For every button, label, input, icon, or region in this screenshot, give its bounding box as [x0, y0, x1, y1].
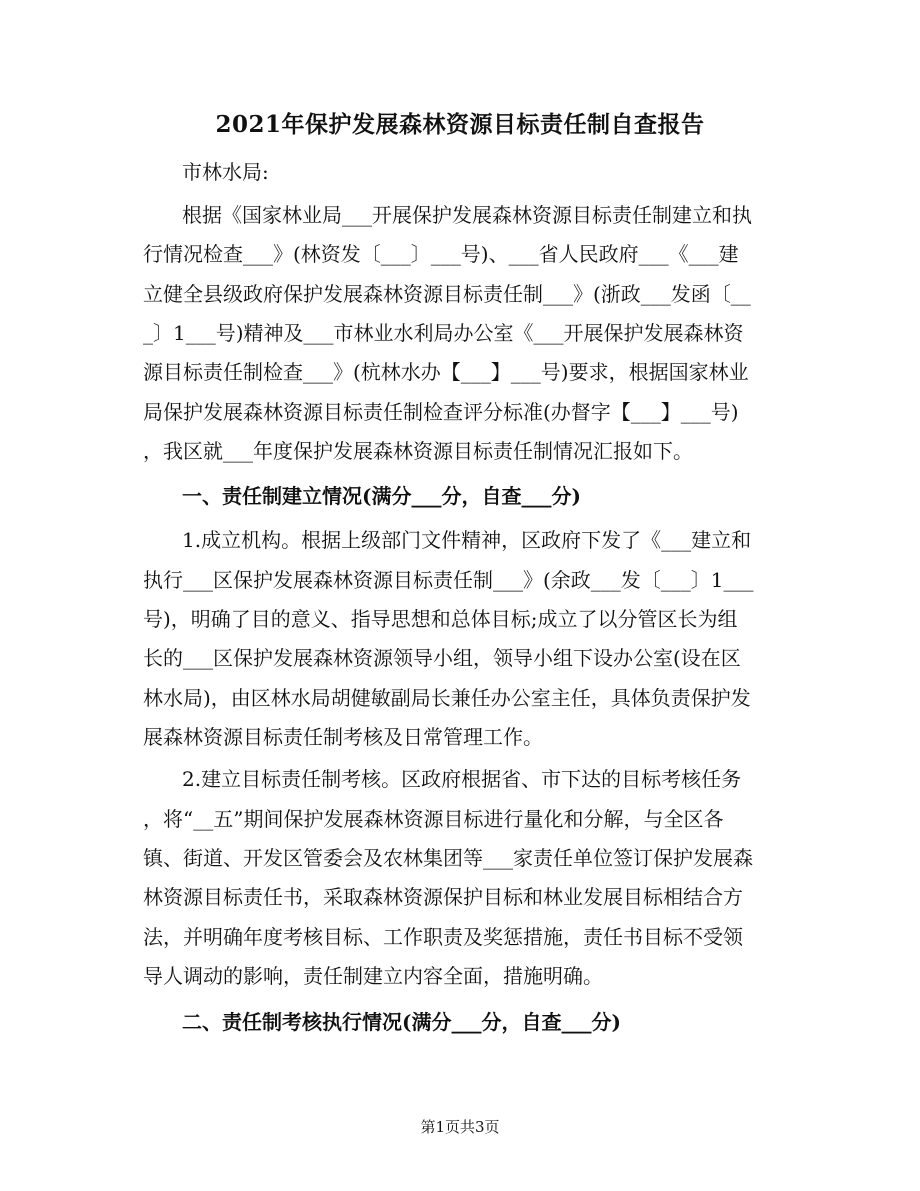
paragraph-line: 2.建立目标责任制考核。区政府根据省、市下达的目标考核任务 — [182, 767, 742, 791]
paragraph-line: 号)，明确了目的意义、指导思想和总体目标;成立了以分管区长为组 — [143, 607, 738, 631]
page-footer: 第1页共3页 — [420, 1118, 500, 1136]
paragraph-line: 导人调动的影响，责任制建立内容全面，措施明确。 — [143, 964, 603, 988]
paragraph-line: 法，并明确年度考核目标、工作职责及奖惩措施，责任书目标不受领 — [143, 925, 743, 949]
paragraph-line: 执行___区保护发展森林资源目标责任制___》(余政___发〔___〕1___ — [143, 568, 754, 592]
paragraph-line: ，我区就___年度保护发展森林资源目标责任制情况汇报如下。 — [143, 439, 693, 463]
section-heading: 一、责任制建立情况(满分___分，自查___分) — [182, 484, 581, 508]
paragraph-line: 镇、街道、开发区管委会及农林集团等___家责任单位签订保护发展森 — [143, 846, 753, 870]
paragraph-line: ，将“__五”期间保护发展森林资源目标进行量化和分解，与全区各 — [143, 807, 724, 831]
paragraph-line: 根据《国家林业局___开展保护发展森林资源目标责任制建立和执 — [182, 203, 752, 227]
paragraph-line: 长的___区保护发展森林资源领导小组，领导小组下设办公室(设在区 — [143, 646, 741, 670]
paragraph-line: 展森林资源目标责任制考核及日常管理工作。 — [143, 725, 543, 749]
salutation: 市林水局: — [182, 160, 269, 184]
paragraph-line: 林水局)，由区林水局胡健敏副局长兼任办公室主任，具体负责保护发 — [143, 686, 751, 710]
paragraph-line: 行情况检查___》(林资发〔___〕___号)、___省人民政府___《___建 — [143, 242, 739, 266]
document-title: 2021年保护发展森林资源目标责任制自查报告 — [215, 111, 705, 138]
paragraph-line: 1.成立机构。根据上级部门文件精神，区政府下发了《___建立和 — [182, 528, 752, 552]
section-heading: 二、责任制考核执行情况(满分___分，自查___分) — [182, 1010, 621, 1034]
paragraph-line: 林资源目标责任书，采取森林资源保护目标和林业发展目标相结合方 — [143, 885, 743, 909]
paragraph-line: 局保护发展森林资源目标责任制检查评分标准(办督字【___】___号) — [143, 400, 739, 424]
paragraph-line: 立健全县级政府保护发展森林资源目标责任制___》(浙政___发函〔__ — [143, 282, 751, 306]
paragraph-line: _〕1___号)精神及___市林业水利局办公室《___开展保护发展森林资 — [143, 321, 744, 345]
paragraph-line: 源目标责任制检查___》(杭林水办【___】___号)要求，根据国家林业 — [143, 360, 749, 384]
